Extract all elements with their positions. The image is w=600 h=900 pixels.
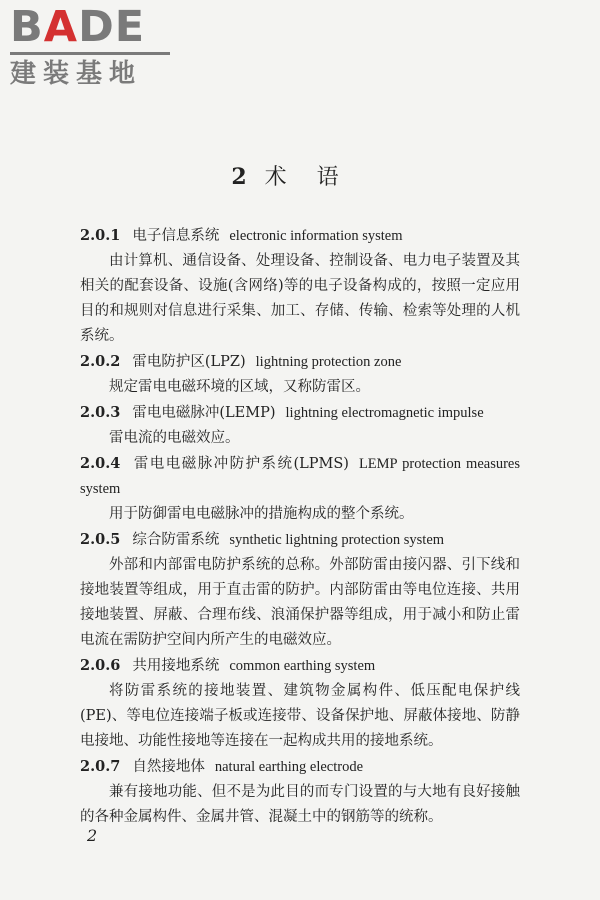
term-name-zh: 共用接地系统: [132, 658, 220, 674]
logo-wordmark: BADE: [10, 2, 146, 52]
term-number: 2.0.5: [80, 531, 121, 548]
term-name-zh: 综合防雷系统: [132, 532, 220, 548]
term-name-zh: 雷电电磁脉冲(LEMP): [132, 405, 276, 421]
term-entry: [80, 451, 520, 527]
term-entry: [80, 527, 520, 653]
term-name-en: electronic information system: [229, 228, 403, 244]
term-entry: [80, 223, 520, 349]
term-definition: 用于防御雷电电磁脉冲的措施构成的整个系统。: [109, 506, 414, 522]
term-definition: 将防雷系统的接地装置、建筑物金属构件、低压配电保护线(PE)、等电位连接端子板或连接带、设备保护地、屏蔽体接地、防静电接地、功能性接地等连接在一起构成共用的接地系统。: [80, 683, 520, 749]
term-definition: 兼有接地功能、但不是为此目的而专门设置的与大地有良好接触的各种金属构件、金属井管、混凝土中的钢筋等的统称。: [80, 784, 520, 825]
term-name-en: common earthing system: [229, 658, 376, 674]
chapter-heading: [0, 160, 600, 191]
term-name-en: lightning electromagnetic impulse: [285, 405, 484, 421]
logo-subtitle: 建装基地: [10, 59, 143, 89]
term-name-zh: 自然接地体: [132, 759, 205, 775]
chapter-title: 术语: [264, 165, 369, 190]
term-name-zh: 雷电电磁脉冲防护系统(LPMS): [132, 456, 349, 472]
term-entry: [80, 653, 520, 754]
logo-divider: [10, 52, 170, 55]
chapter-number: 2: [231, 164, 249, 190]
term-definition: 规定雷电电磁环境的区域，又称防雷区。: [109, 379, 370, 395]
term-list: [80, 223, 520, 830]
term-number: 2.0.2: [80, 353, 121, 370]
term-entry: [80, 349, 520, 400]
term-name-zh: 电子信息系统: [132, 228, 220, 244]
term-definition: 雷电流的电磁效应。: [109, 430, 240, 446]
term-name-en: synthetic lightning protection system: [229, 532, 445, 548]
term-name-en: natural earthing electrode: [214, 759, 364, 775]
term-number: 2.0.4: [80, 455, 121, 472]
term-entry: [80, 400, 520, 451]
term-entry: [80, 754, 520, 830]
term-name-en: LEMP protection measures system: [80, 456, 520, 497]
term-name-en: lightning protection zone: [255, 354, 402, 370]
brand-logo: [10, 4, 180, 89]
page-number: 2: [87, 826, 98, 845]
term-number: 2.0.7: [80, 758, 121, 775]
term-number: 2.0.6: [80, 657, 121, 674]
term-definition: 由计算机、通信设备、处理设备、控制设备、电力电子装置及其相关的配套设备、设施(含网络)等的电子设备构成的，按照一定应用目的和规则对信息进行采集、加工、存储、传输、检索等处理的人机系统。: [80, 253, 520, 344]
term-definition: 外部和内部雷电防护系统的总称。外部防雷由接闪器、引下线和接地装置等组成，用于直击雷的防护。内部防雷由等电位连接、共用接地装置、屏蔽、合理布线、浪涌保护器等组成，用于减小和防止雷电流在需防护空间内所产生的电磁效应。: [80, 557, 520, 648]
term-name-zh: 雷电防护区(LPZ): [132, 354, 246, 370]
term-number: 2.0.3: [80, 404, 121, 421]
term-number: 2.0.1: [80, 227, 121, 244]
